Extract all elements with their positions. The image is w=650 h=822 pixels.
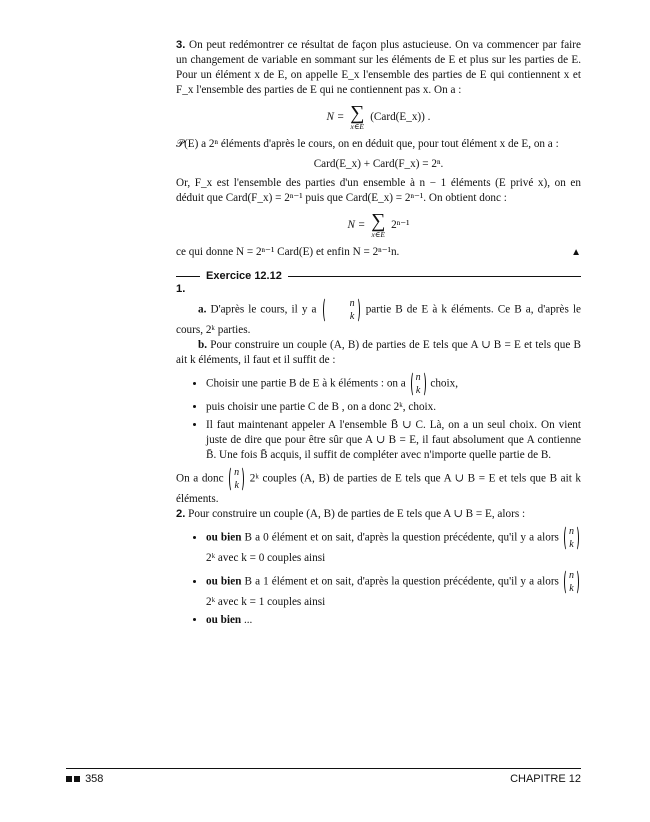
square-icon — [74, 776, 80, 782]
paragraph-2: 𝒫(E) a 2ⁿ éléments d'après le cours, on en déduit que, pour tout élément x de E, on a : — [176, 138, 559, 150]
sum-symbol: ∑ x∈E — [350, 102, 365, 131]
footer-page — [66, 773, 103, 785]
section3-intro-text: On peut redémontrer ce résultat de façon plus astucieuse. On va commencer par faire un changement de variable en sommant sur les éléments de E et plus sur les parties de E. Pour un élément x de E, on appelle E_x l'ensemble des parties de E qui contiennent x et F_x l'ensemble des parties de E qui ne contiennent pas x. On a : — [176, 39, 581, 96]
part-b-label: b. — [198, 339, 208, 351]
part-a-text-1: D'après le cours, il y a — [210, 303, 317, 316]
part-b-text: Pour construire un couple (A, B) de parties de E tels que A ∪ B = E et tels que B ait k éléments, il faut et il suffit de : — [176, 339, 581, 366]
list-item: • Il faut maintenant appeler A l'ensemble B̄ ∪ C. Là, on a un seul choix. On vient juste de dire que pour être sûr que A ∪ B = E, il faut absolument que A contienne B̄. Une fois B̄ acquis, il suffit de compléter avec n'importe quelle partie de B. — [206, 418, 581, 463]
chapter-label: CHAPITRE 12 — [510, 773, 581, 785]
eq1-lhs: N = — [326, 111, 345, 124]
cases-list — [176, 525, 581, 628]
list-item: • puis choisir une partie C de B , on a donc 2ᵏ, choix. — [206, 400, 581, 415]
binomial-coefficient: n k — [564, 569, 579, 595]
binomial-coefficient: n k — [564, 525, 579, 551]
binomial-coefficient: n k — [323, 297, 360, 323]
list-item: • ou bien B a 1 élément et on sait, d'après la question précédente, qu'il y a alors n k 2ᵏ avec k = 1 couples ainsi — [206, 569, 581, 610]
part-a-label: a. — [198, 303, 207, 316]
binomial-coefficient: n k — [411, 371, 426, 397]
binomial-coefficient: n k — [229, 466, 244, 492]
eq3-rhs: 2ⁿ⁻¹ — [391, 219, 410, 232]
part-a-text-2: partie B de E à k éléments. Ce B a, d'après le cours, 2ᵏ parties. — [176, 303, 582, 336]
paragraph-3: Or, F_x est l'ensemble des parties d'un ensemble à n − 1 éléments (E privé x), on en déduit que Card(F_x) = 2ⁿ⁻¹ puis que Card(E_x) = 2ⁿ⁻¹. On obtient donc : — [176, 177, 581, 204]
list-item: • Choisir une partie B de E à k éléments : on a n k choix, — [206, 371, 581, 397]
equation-1 — [176, 104, 581, 131]
page-content — [176, 38, 581, 631]
part-b — [176, 338, 581, 368]
sum-symbol: ∑ x∈E — [371, 210, 386, 239]
page-number: 358 — [85, 773, 104, 785]
eq1-rhs: (Card(E_x)) . — [370, 111, 431, 124]
eq3-lhs: N = — [347, 219, 366, 232]
page-footer — [66, 768, 581, 785]
steps-list — [176, 371, 581, 463]
paragraph-4-text: ce qui donne N = 2ⁿ⁻¹ Card(E) et enfin N = 2ⁿ⁻¹n. — [176, 246, 400, 258]
equation-2: Card(E_x) + Card(F_x) = 2ⁿ. — [313, 158, 444, 170]
question-1-label: 1. — [176, 283, 186, 295]
paragraph-4 — [176, 245, 581, 260]
question-2-label: 2. — [176, 508, 186, 520]
conclusion: On a donc n k 2ᵏ couples (A, B) de parties de E tels que A ∪ B = E et tels que B ait k éléments. — [176, 467, 581, 505]
equation-3 — [176, 212, 581, 239]
sum-subscript: x∈E — [371, 230, 385, 239]
exercise-title: Exercice 12.12 — [206, 270, 282, 282]
square-icon — [66, 776, 72, 782]
sum-subscript: x∈E — [350, 122, 364, 131]
section-number: 3. — [176, 39, 186, 51]
list-item: • ou bien B a 0 élément et on sait, d'après la question précédente, qu'il y a alors n k 2ᵏ avec k = 0 couples ainsi — [206, 525, 581, 566]
list-item: • ou bien ... — [206, 613, 581, 628]
qed-triangle-icon: ▲ — [571, 247, 581, 258]
question-2 — [176, 507, 581, 522]
part-a — [176, 297, 581, 338]
exercise-heading — [176, 270, 581, 282]
question-2-text: Pour construire un couple (A, B) de parties de E tels que A ∪ B = E, alors : — [188, 508, 526, 520]
section3-intro — [176, 38, 581, 98]
